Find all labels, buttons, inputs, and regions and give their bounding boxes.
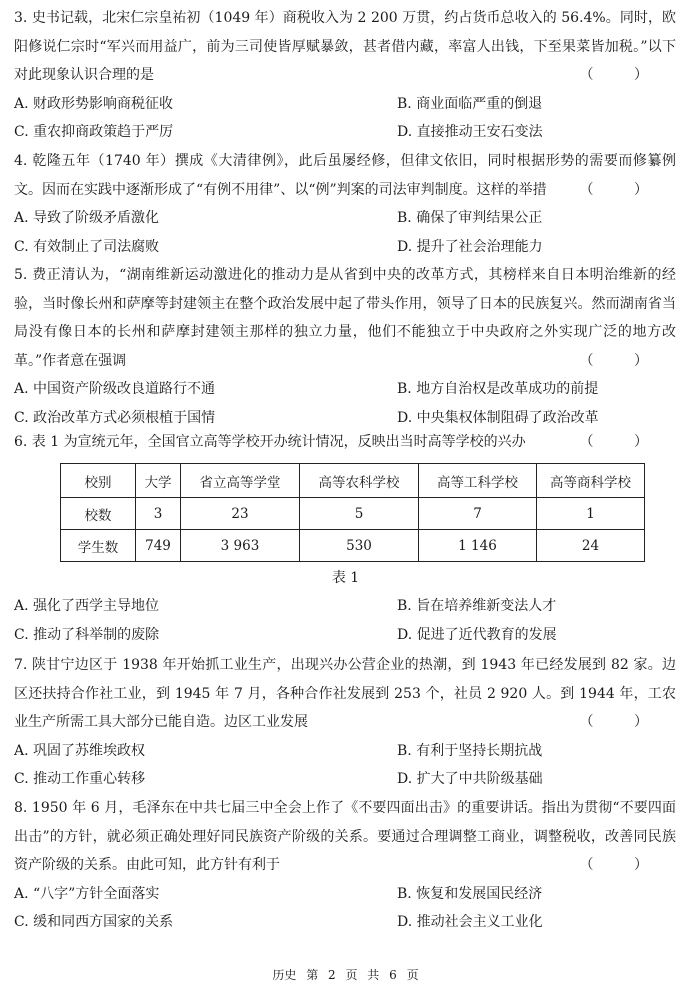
question-6 [14, 428, 676, 457]
option-d: D. 中央集权体制阻碍了政治改革 [397, 409, 599, 426]
table-row [61, 530, 645, 562]
table-cell: 学生数 [61, 530, 136, 562]
table-row [61, 498, 645, 530]
table-cell: 1 [537, 498, 645, 530]
table-header-cell: 大学 [136, 464, 181, 498]
option-c: C. 缓和同西方国家的关系 [14, 914, 174, 930]
option-b: B. 旨在培养维新变法人才 [397, 598, 557, 614]
option-d: D. 推动社会主义工业化 [397, 914, 543, 930]
options [14, 737, 676, 794]
option-d: D. 促进了近代教育的发展 [397, 626, 557, 643]
option-d: D. 扩大了中共阶级基础 [397, 771, 543, 787]
option-c: C. 重农抑商政策趋于严厉 [14, 124, 174, 140]
option-b: B. 恢复和发展国民经济 [397, 885, 543, 902]
table-cell: 7 [419, 498, 537, 530]
option-b: B. 确保了审判结果公正 [397, 210, 543, 226]
table-cell: 530 [300, 530, 419, 562]
table-cell: 24 [537, 530, 645, 562]
option-c: C. 推动了科举制的废除 [14, 626, 160, 643]
answer-blank: （ ） [579, 434, 666, 450]
option-a: A. 财政形势影响商税征收 [14, 95, 174, 112]
table-cell: 749 [136, 530, 181, 562]
option-a: A. “八字”方针全面落实 [14, 885, 160, 902]
answer-blank: （ ） [579, 857, 666, 873]
table-cell: 校数 [61, 498, 136, 530]
page-footer: 历史 第 2 页 共 6 页 [272, 968, 419, 982]
answer-blank: （ ） [579, 181, 666, 198]
table-header-cell: 高等工科学校 [419, 464, 537, 498]
table-cell: 1 146 [419, 530, 537, 562]
options [14, 204, 676, 261]
answer-blank: （ ） [579, 714, 666, 730]
statistics-table [60, 463, 645, 562]
question-3 [14, 4, 676, 147]
option-d: D. 提升了社会治理能力 [397, 238, 543, 255]
question-stem: 3. 史书记载，北宋仁宗皇祐初（1049 年）商税收入为 2 200 万贯，约占货币总收入的 56.4%。同时，欧阳修说仁宗时“军兴而用益广，前为三司使皆厚赋暴敛，甚者借内藏，率富人出钱，下至果菜皆加税。”以下对此现象认识合理的是 [14, 10, 676, 83]
option-a: A. 导致了阶级矛盾激化 [14, 210, 160, 226]
options [14, 375, 676, 432]
question-stem: 7. 陕甘宁边区于 1938 年开始抓工业生产，出现兴办公营企业的热潮，到 1943 年已经发展到 82 家。边区还扶持合作社工业，到 1945 年 7 月，各种合作社发展到 253 个，社员 2 920 人。到 1944 年，工农业生产所需工具大部分已能自造。边区工业发展 [14, 657, 676, 730]
options [14, 592, 676, 649]
question-6-options [14, 592, 676, 649]
table-cell: 5 [300, 498, 419, 530]
question-7 [14, 651, 676, 794]
table-cell: 3 963 [181, 530, 300, 562]
option-c: C. 政治改革方式必须根植于国情 [14, 409, 216, 426]
question-8 [14, 794, 676, 937]
question-stem: 5. 费正清认为，“湖南维新运动激进化的推动力是从省到中央的改革方式，其榜样来自日本明治维新的经验，当时像长州和萨摩等封建领主在整个政治发展中起了带头作用，领导了日本的民族复兴。然而湖南省当局没有像日本的长州和萨摩封建领主那样的独立力量，他们不能独立于中央政府之外实现广泛的地方改革。”作者意在强调 [14, 267, 676, 369]
question-5 [14, 261, 676, 432]
option-b: B. 地方自治权是改革成功的前提 [397, 381, 599, 397]
table-cell: 3 [136, 498, 181, 530]
option-c: C. 推动工作重心转移 [14, 771, 146, 787]
table-cell: 23 [181, 498, 300, 530]
question-stem: 8. 1950 年 6 月，毛泽东在中共七届三中全会上作了《不要四面出击》的重要讲话。指出为贯彻“不要四面出击”的方针，就必须正确处理好同民族资产阶级的关系。要通过合理调整工商业，调整税收，改善同民族资产阶级的关系。由此可知，此方针有利于 [14, 800, 676, 873]
option-b: B. 商业面临严重的倒退 [397, 95, 543, 112]
options [14, 880, 676, 937]
option-b: B. 有利于坚持长期抗战 [397, 742, 543, 759]
answer-blank: （ ） [579, 67, 666, 83]
option-d: D. 直接推动王安石变法 [397, 124, 543, 140]
table-header-cell: 高等商科学校 [537, 464, 645, 498]
option-a: A. 巩固了苏维埃政权 [14, 742, 146, 759]
option-a: A. 强化了西学主导地位 [14, 598, 160, 614]
question-stem: 4. 乾隆五年（1740 年）撰成《大清律例》，此后虽屡经修，但律文依旧，同时根据形势的需要而修纂例文。因而在实践中逐渐形成了“有例不用律”、以“例”判案的司法审判制度。这样的举措 [14, 153, 676, 198]
options [14, 90, 676, 147]
option-c: C. 有效制止了司法腐败 [14, 238, 160, 255]
table-header-cell: 省立高等学堂 [181, 464, 300, 498]
table-header-cell: 高等农科学校 [300, 464, 419, 498]
option-a: A. 中国资产阶级改良道路行不通 [14, 381, 216, 397]
table-header-cell: 校别 [61, 464, 136, 498]
table-caption: 表 1 [331, 570, 360, 586]
question-4 [14, 147, 676, 261]
answer-blank: （ ） [579, 352, 666, 369]
table-header-row [61, 464, 645, 498]
question-stem: 6. 表 1 为宣统元年，全国官立高等学校开办统计情况，反映出当时高等学校的兴办 [14, 434, 526, 450]
